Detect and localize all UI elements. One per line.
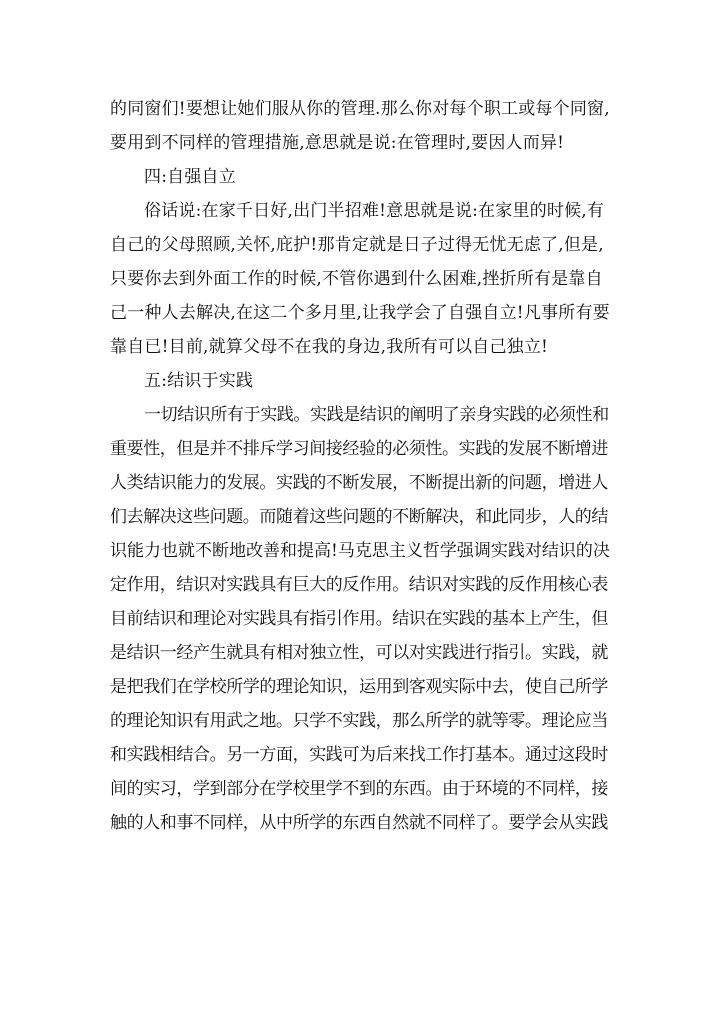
text-line-2: 要用到不同样的管理措施,意思就是说:在管理时,要因人而异! xyxy=(110,133,565,153)
text-line-6: 只要你去到外面工作的时候,不管你遇到什么困难,挫折所有是靠自 xyxy=(110,269,603,289)
text-line-19: 的理论知识有用武之地。只学不实践，那么所学的就等零。理论应当 xyxy=(110,711,608,731)
text-line-18: 是把我们在学校所学的理论知识，运用到客观实际中去，使自己所学 xyxy=(110,677,608,697)
text-line-4: 俗话说:在家千日好,出门半招难!意思就是说:在家里的时候,有 xyxy=(144,201,605,221)
section-heading-4: 四:自强自立 xyxy=(144,167,236,187)
text-line-22: 触的人和事不同样，从中所学的东西自然就不同样了。要学会从实践 xyxy=(110,813,608,833)
text-line-1: 的同窗们!要想让她们服从你的管理.那么你对每个职工或每个同窗, xyxy=(110,99,610,119)
text-line-11: 重要性，但是并不排斥学习间接经验的必须性。实践的发展不断增进 xyxy=(110,439,608,459)
section-heading-5: 五:结识于实践 xyxy=(144,371,254,391)
text-line-14: 识能力也就不断地改善和提高!马克思主义哲学强调实践对结识的决 xyxy=(110,541,610,561)
text-line-10: 一切结识所有于实践。实践是结识的阐明了亲身实践的必须性和 xyxy=(144,405,609,425)
text-line-15: 定作用，结识对实践具有巨大的反作用。结识对实践的反作用核心表 xyxy=(110,575,608,595)
text-line-8: 靠自已!目前,就算父母不在我的身边,我所有可以自己独立! xyxy=(110,337,549,357)
text-line-7: 己一种人去解决,在这二个多月里,让我学会了自强自立!凡事所有要 xyxy=(110,303,610,323)
text-line-16: 目前结识和理论对实践具有指引作用。结识在实践的基本上产生，但 xyxy=(110,609,608,629)
text-line-12: 人类结识能力的发展。实践的不断发展，不断提出新的问题，增进人 xyxy=(110,473,608,493)
text-line-17: 是结识一经产生就具有相对独立性，可以对实践进行指引。实践，就 xyxy=(110,643,608,663)
text-line-5: 自己的父母照顾,关怀,庇护!那肯定就是日子过得无忧无虑了,但是, xyxy=(110,235,604,255)
text-line-13: 们去解决这些问题。而随着这些问题的不断解决，和此同步，人的结 xyxy=(110,507,608,527)
text-line-20: 和实践相结合。另一方面，实践可为后来找工作打基本。通过这段时 xyxy=(110,745,608,765)
document-body xyxy=(110,92,610,840)
text-line-21: 间的实习，学到部分在学校里学不到的东西。由于环境的不同样，接 xyxy=(110,779,608,799)
